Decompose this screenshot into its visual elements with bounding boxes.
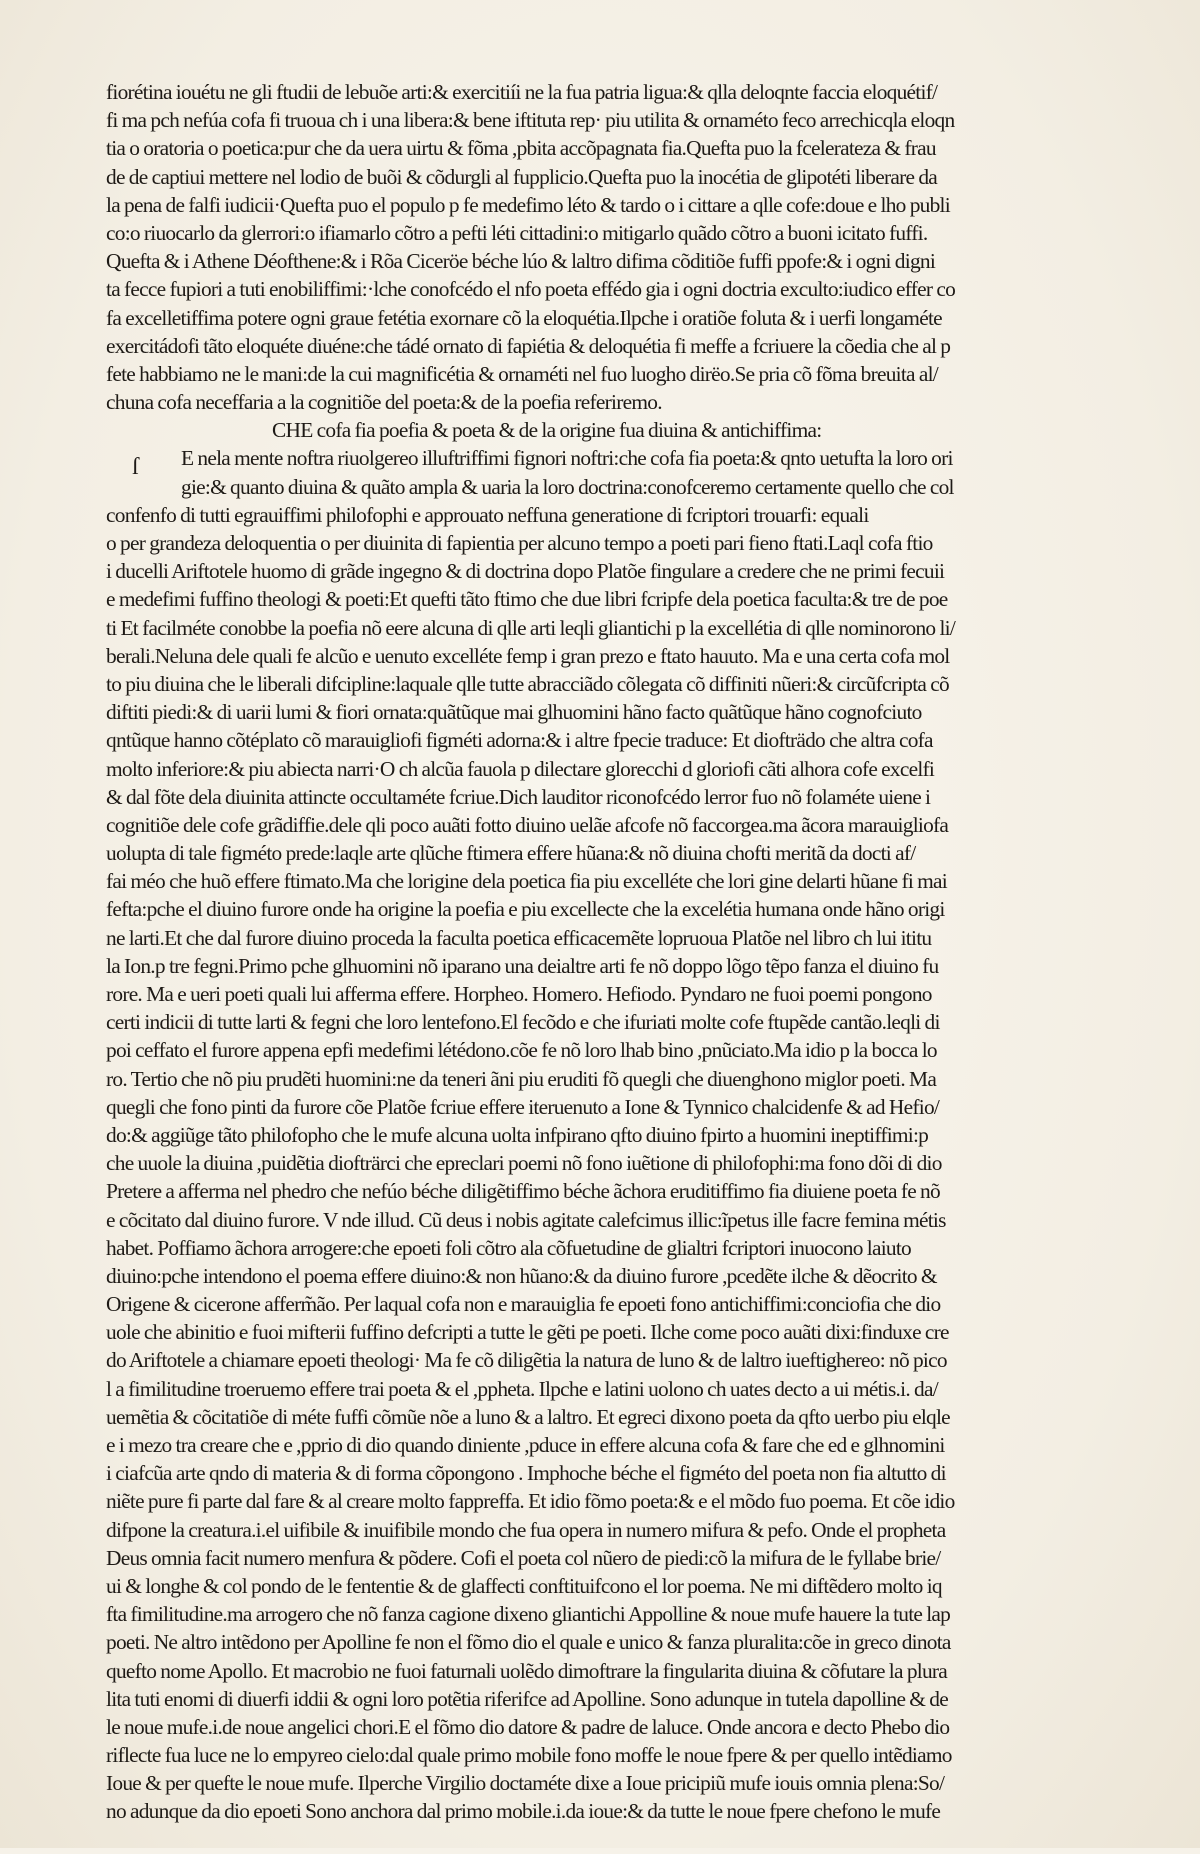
text-line: fefta:pche el diuino furore onde ha origine la poefia e piu excellecte che la excelétia humana onde hãno origi [106, 897, 945, 922]
text-line: fai méo che huõ effere ftimato.Ma che lorigine dela poetica fia piu excelléte che lori gine delarti hũane fi mai [106, 869, 947, 894]
text-line: Ioue & per quefte le noue mufe. Ilperche Virgilio doctaméte dixe a Ioue pricipiũ mufe iouis omnia plena:So/ [106, 1771, 945, 1796]
text-line: rore. Ma e ueri poeti quali lui afferma effere. Horpheo. Homero. Hefiodo. Pyndaro ne fuoi poemi pongono [106, 982, 932, 1006]
text-line: chuna cofa neceffaria a la cognitiõe del poeta:& de la poefia referiremo. [106, 390, 662, 415]
text-line: che uuole la diuina ,puidẽtia diofträrci che epreclari poemi nõ fono iuẽtione di philofophi:ma fono dõi di dio [106, 1151, 942, 1176]
text-line: poi ceffato el furore appena epfi medefimi létédono.cõe fe nõ loro lhab bino ,pnũciato.Ma idio p la bocca lo [106, 1038, 937, 1063]
text-line: to piu diuina che le liberali difcipline:laquale qlle tutte abracciãdo cõlegata cõ diffiniti nũeri:& circũfcripta cõ [106, 671, 949, 696]
text-line: difpone la creatura.i.el uifibile & inuifibile mondo che fua opera in numero mifura & pefo. Onde el propheta [106, 1517, 946, 1542]
text-line: berali.Neluna dele quali fe alcũo e uenuto excelléte femp i gran prezo e ftato hauuto. Ma e una certa cofa mol [106, 643, 950, 668]
text-line: ui & longhe & col pondo de le fententie & de glaffecti conftituifcono el lor poema. Ne mi diftẽdero molto iq [106, 1573, 942, 1598]
text-line: fta fimilitudine.ma arrogero che nõ fanza cagione dixeno gliantichi Appolline & noue mufe hauere la tute lap [106, 1602, 951, 1627]
text-line: ti Et facilméte conobbe la poefia nõ eere alcuna di qlle arti leqli gliantichi p la excellétia di qlle nominorono li/ [106, 615, 956, 640]
text-line: quegli che fono pinti da furore cõe Platõe fcriue effere iteruenuto a Ione & Tynnico chalcidenfe & ad Hefio/ [106, 1094, 940, 1119]
text-line: & dal fõte dela diuinita attincte occultaméte fcriue.Dich lauditor riconofcédo lerror fuo nõ folaméte uiene i [106, 784, 931, 809]
text-line: confenfo di tutti egrauiffimi philofophi e approuato neffuna generatione di fcriptori trouarfi: equali [106, 502, 869, 527]
text-line: E nela mente noftra riuolgereo illuftriffimi fignori noftri:che cofa fia poeta:& qnto uetufta la loro ori [181, 446, 953, 471]
text-line: uemẽtia & cõcitatiõe di méte fuffi cõmũe nõe a luno & a laltro. Et egreci dixono poeta da qfto uerbo piu elqle [106, 1404, 950, 1429]
text-line: le noue mufe.i.de noue angelici chori.E el fõmo dio datore & padre de laluce. Onde ancora e decto Phebo dio [106, 1714, 950, 1739]
text-line: tia o oratoria o poetica:pur che da uera uirtu & fõma ,pbita accõpagnata fia.Quefta puo la fcelerateza & frau [106, 136, 936, 161]
text-line: diuino:pche intendono el poema effere diuino:& non hũano:& da diuino furore ,pcedẽte ilche & dẽocrito & [106, 1263, 937, 1288]
text-line: e cõcitato dal diuino furore. V nde illud. Cũ deus i nobis agitate calefcimus illic:ĩpetus ille facre femina métis [106, 1207, 946, 1232]
text-line [106, 1826, 1138, 1854]
text-line: quefto nome Apollo. Et macrobio ne fuoi faturnali uolẽdo dimoftrare la fingularita diuina & cõfutare la plura [106, 1658, 948, 1683]
text-line: e medefimi fuffino theologi & poeti:Et quefti tãto ftimo che due libri fcripfe dela poetica faculta:& tre de poe [106, 587, 948, 612]
text-line: ta fecce fupiori a tuti enobiliffimi:·lche conofcédo el nfo poeta effédo gia i ogni doctria exculto:iudico effer co [106, 277, 956, 302]
text-line: uolupta di tale figméto prede:laqle arte qlũche ftimera effere hũana:& nõ diuina chofti meritã da docti af/ [106, 841, 916, 866]
text-line: diftiti piedi:& di uarii lumi & fiori ornata:quãtũque mai glhuomini hãno facto quãtũque hãno cognofciuto [106, 700, 922, 725]
text-line: uole che abinitio e fuoi mifterii fuffino defcripti a tutte le gẽti pe poeti. Ilche come poco auãti dixi:finduxe cre [106, 1320, 949, 1345]
text-line: riflecte fua luce ne lo empyreo cielo:dal quale primo mobile fono moffe le noue fpere & per quello intẽdiamo [106, 1743, 952, 1768]
text-line: Quefta & i Athene Déofthene:& i Rõa Ciceröe béche lúo & laltro difima cõditiõe fuffi ppofe:& i ogni digni [106, 249, 936, 274]
text-line: niẽte pure fi parte dal fare & al creare molto fappreffa. Et idio fõmo poeta:& e el mõdo fuo poema. Et cõe idio [106, 1489, 955, 1514]
text-line: de de captiui mettere nel lodio de buõi & cõdurgli al fupplicio.Quefta puo la inocétia de glipotéti liberare da [106, 164, 938, 189]
text-line: fi ma pch nefúa cofa fi truoua ch i una libera:& bene iftituta rep· piu utilita & ornaméto feco arrechicqla eloqn [106, 108, 955, 133]
text-line: lita tuti enomi di diuerfi iddii & ogni loro potẽtia riferifce ad Apolline. Sono adunque in tutela dapolline & de [106, 1686, 948, 1711]
text-line: l a fimilitudine troeruemo effere trai poeta & el ,ppheta. Ilpche e latini uolono ch uates decto a ui métis.i. da/ [106, 1376, 938, 1401]
margin-mark: ſ [132, 454, 139, 480]
text-line: fa excelletiffima potere ogni graue fetétia exornare cõ la eloquétia.Ilpche i oratiõe foluta & i uerfi longaméte [106, 305, 942, 330]
text-line: Deus omnia facit numero menfura & põdere. Cofi el poeta col nũero de piedi:cõ la mifura de le fyllabe brie/ [106, 1545, 941, 1570]
text-line: certi indicii di tutte larti & fegni che loro lentefono.El fecõdo e che ifuriati molte cofe ftupẽde cantão.leqli di [106, 1010, 940, 1035]
text-line: qntũque hanno cõtéplato cõ marauigliofi figméti adorna:& i altre fpecie traduce: Et diofträdo che altra cofa [106, 728, 933, 753]
text-line: Origene & cicerone afferm̃ão. Per laqual cofa non e marauiglia fe epoeti fono antichiffimi:conciofia che dio [106, 1292, 941, 1317]
text-line: molto inferiore:& piu abiecta narri·O ch alcũa fauola p dilectare glorecchi d gloriofi cãti alhora cofe excelfi [106, 756, 935, 781]
text-line: co:o riuocarlo da glerrori:o ifiamarlo cõtro a pefti léti cittadini:o mitigarlo quãdo cõtro a buoni icitato fuffi. [106, 220, 928, 245]
text-line: la Ion.p tre fegni.Primo pche glhuomini nõ iparano una deialtre arti fe nõ doppo lõgo tẽpo fanza el diuino fu [106, 953, 939, 978]
text-line: exercitádofi tãto eloquéte diuéne:che tádé ornato di fapiétia & deloquétia fi meffe a fcriuere la cõedia che al p [106, 333, 951, 358]
text-line: do:& aggiũge tãto philofopho che le mufe alcuna uolta infpirano qfto diuino fpirto a huomini ineptiffimi:p [106, 1122, 929, 1147]
text-line: cognitiõe dele cofe grãdiffie.dele qli poco auãti fotto diuino uelãe afcofe nõ faccorgea.ma ãcora marauigliofa [106, 812, 949, 837]
text-line: ne larti.Et che dal furore diuino proceda la faculta poetica efficacemẽte lopruoua Platõe nel libro ch lui ititu [106, 925, 932, 950]
text-block [106, 78, 1138, 1854]
text-line: habet. Poffiamo ãchora arrogere:che epoeti foli cõtro ala cõfuetudine de glialtri fcriptori inuocono laiuto [106, 1235, 911, 1260]
text-line: i ciafcũa arte qndo di materia & di forma cõpongono . Imphoche béche el figméto del poeta non fia altutto di [106, 1461, 946, 1486]
text-line: fiorétina iouétu ne gli ftudii de lebuõe arti:& exercitiíi ne la fua patria ligua:& qlla deloqnte faccia eloquétif/ [106, 80, 938, 104]
text-line: do Ariftotele a chiamare epoeti theologi· Ma fe cõ diligẽtia la natura de luno & de laltro iueftighereo: nõ pico [106, 1348, 947, 1373]
text-line: fete habbiamo ne le mani:de la cui magnificétia & ornaméti nel fuo luogho dirëo.Se pria cõ fõma breuita al/ [106, 361, 938, 386]
text-line: gie:& quanto diuina & quãto ampla & uaria la loro doctrina:conofceremo certamente quello che col [181, 474, 954, 499]
section-heading: CHE cofa fia poefia & poeta & de la origine fua diuina & antichiffima: [272, 418, 822, 443]
text-line: e i mezo tra creare che e ,pprio di dio quando diniente ,pduce in effere alcuna cofa & fare che ed e glhnomini [106, 1433, 945, 1457]
text-line: ro. Tertio che nõ piu prudẽti huomini:ne da teneri ãni piu eruditi fõ quegli che diuenghono miglor poeti. Ma [106, 1066, 937, 1091]
text-line: i ducelli Ariftotele huomo di grãde ingegno & di doctrina dopo Platõe fingulare a credere che ne primi fecuii [106, 559, 945, 584]
text-line: no adunque da dio epoeti Sono anchora dal primo mobile.i.da ioue:& da tutte le noue fpere chefono le mufe [106, 1799, 941, 1824]
text-line: la pena de falfi iudicii·Quefta puo el populo p fe medefimo léto & tardo o i cittare a qlle cofe:doue e lho publi [106, 192, 950, 217]
text-line: poeti. Ne altro intẽdono per Apolline fe non el fõmo dio el quale e unico & fanza pluralita:cõe in greco dinota [106, 1630, 951, 1655]
text-line: Pretere a afferma nel phedro che nefúo béche diligẽtiffimo béche ãchora eruditiffimo fia diuiene poeta fe nõ [106, 1179, 940, 1204]
text-line: o per grandeza deloquentia o per diuinita di fapientia per alcuno tempo a poeti pari fieno ftati.Laql cofa ftio [106, 531, 933, 555]
